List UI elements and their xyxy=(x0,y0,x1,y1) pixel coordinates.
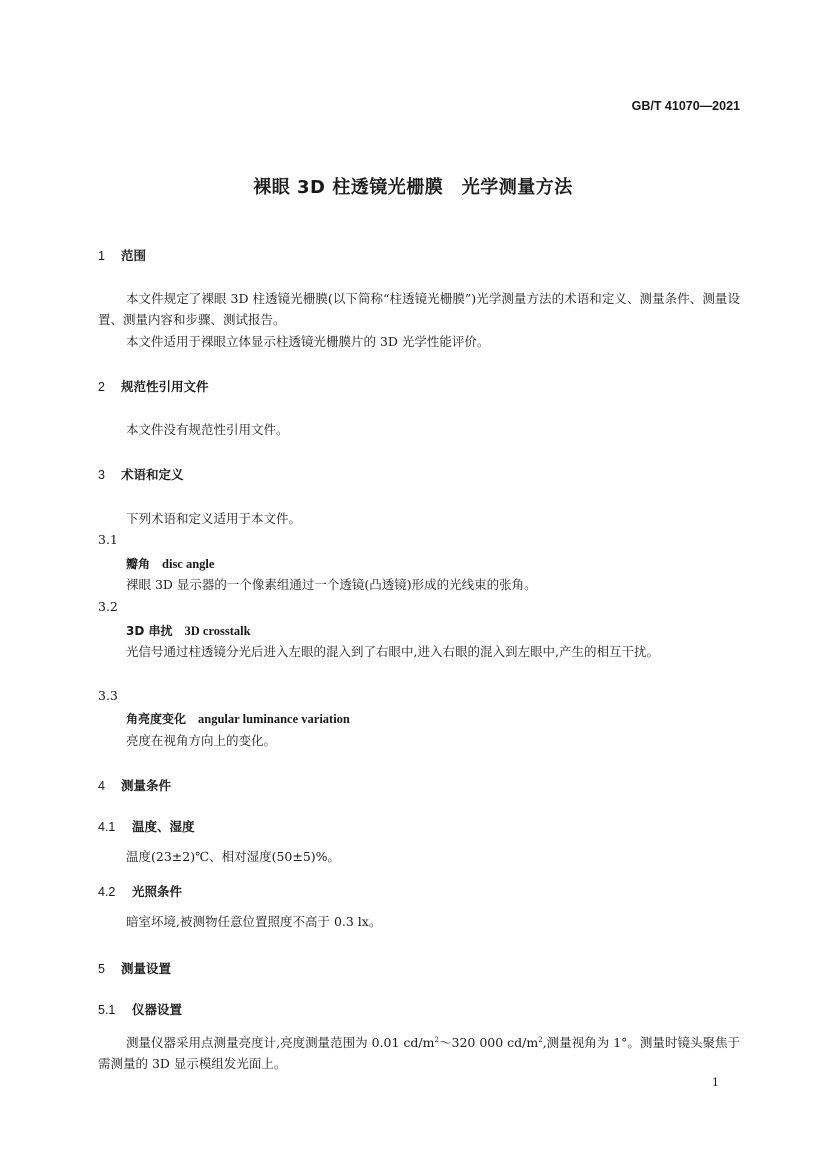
term-heading xyxy=(126,553,214,572)
subsection-5-1-heading xyxy=(98,1000,182,1018)
section-title: 测量条件 xyxy=(121,778,172,793)
document-title: 裸眼 3D 柱透镜光栅膜 光学测量方法 xyxy=(253,177,573,198)
section-number: 5 xyxy=(98,962,105,976)
paragraph: 暗室坏境,被测物任意位置照度不高于 0.3 lx。 xyxy=(126,914,382,929)
section-3-heading xyxy=(98,465,184,483)
term-definition: 亮度在视角方向上的变化。 xyxy=(126,733,277,748)
term-number: 3.1 xyxy=(98,532,118,547)
section-title: 仪器设置 xyxy=(132,1002,183,1017)
section-title: 规范性引用文件 xyxy=(121,379,209,394)
paragraph: 下列术语和定义适用于本文件。 xyxy=(126,511,302,526)
standard-code: GB/T 41070—2021 xyxy=(631,99,740,113)
section-title: 测量设置 xyxy=(121,961,172,976)
superscript: 2 xyxy=(538,1036,543,1044)
subsection-4-2-heading xyxy=(98,882,182,900)
text-run: 测量仪器采用点测量亮度计,亮度测量范围为 0.01 cd/m xyxy=(126,1035,435,1050)
paragraph: 本文件规定了裸眼 3D 柱透镜光栅膜(以下简称“柱透镜光栅膜”)光学测量方法的术语和定义、测量条件、测量设置、测量内容和步骤、测试报告。 xyxy=(98,291,740,327)
subsection-4-1-heading xyxy=(98,817,195,835)
term-en: angular luminance variation xyxy=(198,712,350,726)
section-title: 光照条件 xyxy=(132,884,183,899)
text-run: ～320 000 cd/m xyxy=(438,1035,539,1050)
term-en: 3D crosstalk xyxy=(184,624,251,638)
text-run: ,测量视角为 1°。测量时镜头聚焦于需测量的 3D 显示模组发光面上。 xyxy=(98,1035,740,1071)
section-number: 1 xyxy=(98,249,105,263)
term-zh: 瓣角 xyxy=(126,557,151,571)
term-heading xyxy=(126,708,350,727)
section-number: 3 xyxy=(98,468,105,482)
section-number: 5.1 xyxy=(98,1003,116,1017)
term-definition: 光信号通过柱透镜分光后进入左眼的混入到了右眼中,进入右眼的混入到左眼中,产生的相互干扰。 xyxy=(126,644,659,659)
term-zh: 角亮度变化 xyxy=(126,712,187,726)
paragraph: 本文件没有规范性引用文件。 xyxy=(126,422,289,437)
term-number: 3.2 xyxy=(98,599,118,614)
term-heading xyxy=(126,620,251,639)
term-en: disc angle xyxy=(162,557,215,571)
section-number: 4 xyxy=(98,779,105,793)
section-title: 范围 xyxy=(121,248,147,263)
paragraph: 温度(23±2)℃、相对湿度(50±5)%。 xyxy=(126,849,341,864)
section-title: 温度、湿度 xyxy=(132,819,195,834)
section-5-heading xyxy=(98,959,171,977)
paragraph: 本文件适用于裸眼立体显示柱透镜光栅膜片的 3D 光学性能评价。 xyxy=(126,334,490,349)
term-definition: 裸眼 3D 显示器的一个像素组通过一个透镜(凸透镜)形成的光线束的张角。 xyxy=(126,577,537,592)
term-number: 3.3 xyxy=(98,688,118,703)
section-number: 4.1 xyxy=(98,820,116,834)
section-2-heading xyxy=(98,377,209,395)
section-number: 2 xyxy=(98,380,105,394)
superscript: 2 xyxy=(434,1036,439,1044)
page-number: 1 xyxy=(712,1076,719,1089)
paragraph xyxy=(98,1030,740,1074)
section-4-heading xyxy=(98,776,171,794)
section-number: 4.2 xyxy=(98,885,116,899)
term-zh: 3D 串扰 xyxy=(126,624,173,638)
section-1-heading xyxy=(98,246,146,264)
section-title: 术语和定义 xyxy=(121,467,184,482)
